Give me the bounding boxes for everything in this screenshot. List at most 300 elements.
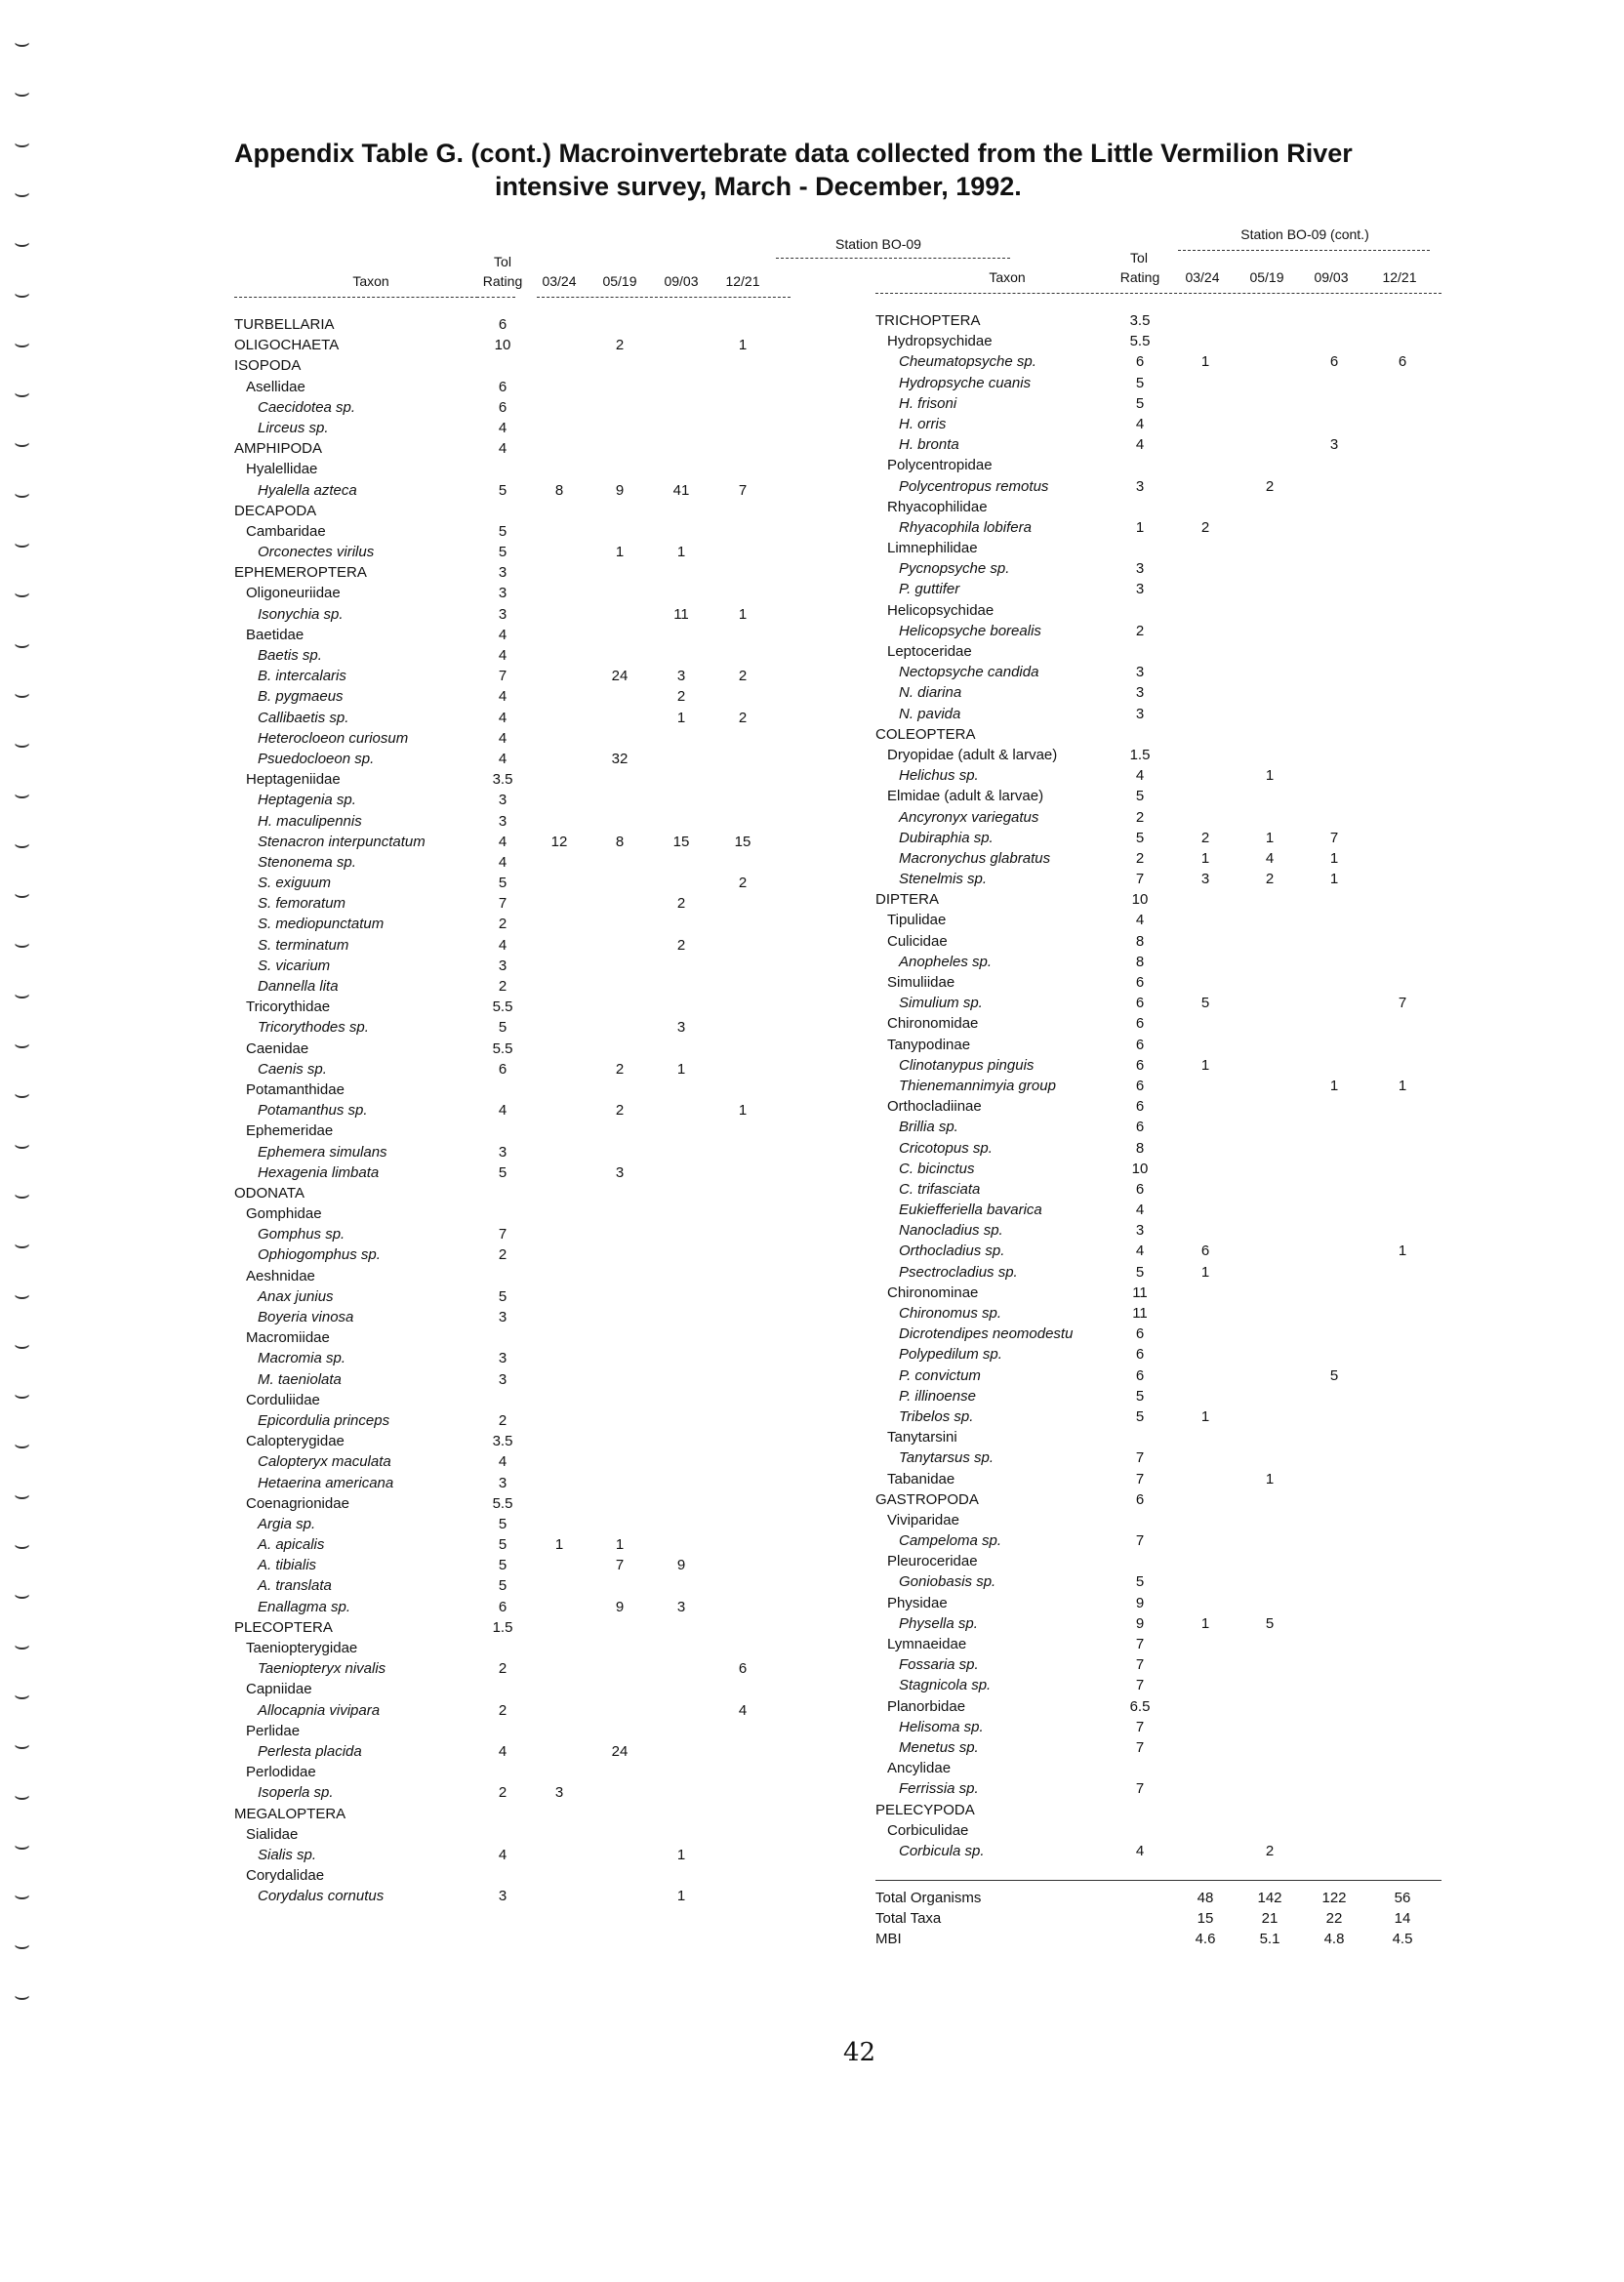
tol-rating-cell: 4 [498,419,508,436]
right-table-body [875,310,1441,1861]
taxon-cell: Thienemannimyia group [899,1077,1056,1094]
tol-rating-cell: 3 [1135,684,1145,702]
taxon-cell: Tipulidae [887,912,947,929]
tol-rating-cell: 6 [1135,1119,1145,1136]
count-cell: 1 [738,1102,748,1120]
count-cell: 1 [1329,1077,1339,1094]
taxon-cell: Culicidae [887,932,948,950]
count-cell: 1 [615,544,625,561]
tol-rating-cell: 5 [498,1557,508,1574]
table-row [234,501,791,521]
tol-rating-cell: 7 [498,1226,508,1243]
table-row [875,434,1441,455]
binder-mark: ⌣ [14,1529,31,1559]
taxon-cell: Lirceus sp. [258,419,329,436]
table-row [875,1406,1441,1427]
binder-mark: ⌣ [14,277,31,307]
count-cell: 6 [738,1660,748,1678]
taxon-cell: Ophiogomphus sp. [258,1246,381,1264]
table-row [234,1534,791,1555]
table-row [875,1220,1441,1241]
table-row [234,914,791,934]
table-row [234,1473,791,1493]
taxon-cell: Macromia sp. [258,1350,346,1367]
tol-rating-cell: 2 [498,1660,508,1678]
header-date-4: 12/21 [725,273,760,289]
taxon-cell: B. intercalaris [258,668,346,685]
taxon-cell: Viviparidae [887,1511,959,1528]
taxon-cell: Clinotanypus pinguis [899,1056,1035,1074]
tol-rating-cell: 6 [1135,995,1145,1012]
tol-rating-cell: 4 [498,833,508,850]
taxon-cell: Physidae [887,1594,948,1611]
table-row [875,1737,1441,1758]
table-row [875,1489,1441,1510]
tol-rating-cell: 5 [498,1536,508,1554]
taxon-cell: ISOPODA [234,357,302,375]
taxon-cell: A. translata [258,1577,332,1595]
header-date-1: 03/24 [542,273,577,289]
tol-rating-cell: 5 [498,875,508,892]
taxon-cell: Anax junius [258,1287,334,1305]
taxon-cell: Potamanthus sp. [258,1102,368,1120]
table-row [234,1721,791,1741]
tol-rating-cell: 3 [498,1888,508,1905]
taxon-cell: Capniidae [246,1681,312,1698]
tol-rating-cell: 5 [498,1019,508,1037]
taxon-cell: Dryopidae (adult & larvae) [887,746,1058,763]
tol-rating-cell: 3 [1135,664,1145,681]
table-row [875,869,1441,889]
tol-rating-cell: 7 [1135,1677,1145,1694]
count-cell: 1 [1329,871,1339,888]
table-row [234,997,791,1017]
taxon-cell: Macromiidae [246,1329,330,1347]
taxon-cell: C. trifasciata [899,1180,981,1198]
table-row [234,645,791,666]
binder-mark: ⌣ [14,878,31,909]
table-row [234,1142,791,1162]
taxon-cell: Nanocladius sp. [899,1222,1003,1240]
count-cell: 9 [676,1557,686,1574]
table-row [234,1369,791,1390]
taxon-cell: Ephemera simulans [258,1143,387,1161]
count-cell: 1 [1200,353,1210,371]
taxon-cell: PLECOPTERA [234,1618,333,1636]
taxon-cell: Argia sp. [258,1515,316,1532]
count-cell: 2 [738,668,748,685]
tol-rating-cell: 6 [498,378,508,395]
binder-mark: ⌣ [14,528,31,557]
table-row [234,1039,791,1059]
taxon-cell: P. illinoense [899,1387,976,1405]
taxon-cell: Boyeria vinosa [258,1309,354,1325]
tol-rating-cell: 6 [1135,1015,1145,1033]
count-cell: 15 [672,833,690,850]
taxon-cell: Corydalus cornutus [258,1888,385,1905]
taxon-cell: TURBELLARIA [234,316,335,333]
table-row [234,355,791,376]
station-rule-cont [1178,250,1430,251]
tol-rating-cell: 4 [498,709,508,726]
taxon-cell: Nectopsyche candida [899,664,1039,681]
taxon-cell: Isoperla sp. [258,1784,334,1802]
taxon-cell: S. terminatum [258,936,349,954]
table-row [234,1617,791,1638]
tol-rating-cell: 4 [498,1102,508,1120]
tol-rating-cell: 8 [1135,932,1145,950]
table-row [234,749,791,769]
table-row [875,993,1441,1013]
table-row [234,1183,791,1203]
count-cell: 2 [738,875,748,892]
count-cell: 4.5 [1392,1931,1413,1948]
header-date-3: 09/03 [664,273,699,289]
taxon-cell: Tabanidae [887,1470,955,1487]
taxon-cell: Hetaerina americana [258,1474,394,1491]
taxon-cell: Sialis sp. [258,1846,317,1863]
taxon-cell: AMPHIPODA [234,440,323,458]
tol-rating-cell: 7 [1135,1656,1145,1674]
count-cell: 22 [1325,1910,1343,1928]
binder-mark: ⌣ [14,1779,31,1810]
tol-rating-cell: 4 [498,626,508,643]
table-row [234,1762,791,1782]
table-row [234,1575,791,1596]
binder-mark: ⌣ [14,1730,31,1760]
table-row [875,1469,1441,1489]
count-cell: 1 [1265,767,1275,785]
count-cell: 1 [676,544,686,561]
table-row [234,1431,791,1451]
tol-rating-cell: 3 [1135,477,1145,495]
table-row [875,1055,1441,1076]
taxon-cell: Tanytarsus sp. [899,1449,994,1467]
taxon-cell: A. tibialis [258,1557,317,1574]
tol-rating-cell: 10 [1131,891,1149,909]
tol-rating-cell: 5 [1135,394,1145,412]
table-row [234,1658,791,1679]
count-cell: 4.6 [1195,1931,1216,1948]
table-row [875,828,1441,848]
tol-rating-cell: 11 [1132,1305,1148,1322]
table-row [875,1717,1441,1737]
tol-rating-cell: 4 [498,1846,508,1863]
table-row [234,1266,791,1286]
binder-mark: ⌣ [14,127,31,157]
count-cell: 1 [1200,849,1210,867]
table-row [234,1865,791,1886]
taxon-cell: Polycentropidae [887,457,993,474]
count-cell: 3 [1329,436,1339,454]
tol-rating-cell: 6 [1135,1346,1145,1364]
table-row [875,393,1441,414]
taxon-cell: Ephemeridae [246,1122,334,1140]
taxon-cell: C. bicinctus [899,1160,975,1177]
table-row [234,1741,791,1762]
station-header-cont: Station BO-09 (cont.) [1240,226,1369,242]
taxon-cell: Hexagenia limbata [258,1163,380,1181]
binder-mark: ⌣ [14,828,31,858]
taxon-cell: Chironomus sp. [899,1305,1002,1322]
taxon-cell: S. exiguum [258,875,332,892]
taxon-cell: Campeloma sp. [899,1532,1002,1550]
table-row [234,1886,791,1906]
taxon-cell: Taeniopteryx nivalis [258,1660,386,1678]
taxon-cell: Helisoma sp. [899,1718,984,1735]
binder-mark: ⌣ [14,578,31,608]
count-cell: 2 [738,709,748,726]
tol-rating-cell: 6 [1135,1098,1145,1116]
taxon-cell: Aeshnidae [246,1267,315,1284]
taxon-cell: Dannella lita [258,978,339,995]
count-cell: 2 [1200,518,1210,536]
table-row [875,1929,1441,1949]
count-cell: 15 [734,833,751,850]
count-cell: 2 [1265,477,1275,495]
table-row [234,397,791,418]
table-row [234,666,791,686]
count-cell: 1 [676,1888,686,1905]
left-table-header [234,226,921,305]
table-row [875,476,1441,497]
tol-rating-cell: 10 [1131,1160,1149,1177]
taxon-cell: Ancylidae [887,1760,952,1777]
count-cell: 24 [611,1742,629,1760]
table-row [234,1493,791,1514]
taxon-cell: Perlidae [246,1722,301,1739]
binder-mark: ⌣ [14,1079,31,1109]
table-row [875,1096,1441,1117]
tol-rating-cell: 5 [1135,1387,1145,1405]
table-row [234,625,791,645]
title-line-2: intensive survey, March - December, 1992. [495,172,1022,201]
tol-rating-cell: 3 [1135,1222,1145,1240]
tol-rating-cell: 9 [1135,1594,1145,1611]
tol-rating-cell: 5 [1135,1263,1145,1281]
tol-rating-cell: 4 [498,936,508,954]
tol-rating-cell: 6 [1135,1180,1145,1198]
table-row [875,745,1441,765]
taxon-cell: Stenelmis sp. [899,871,988,888]
tol-rating-cell: 6 [1135,1366,1145,1384]
binder-mark: ⌣ [14,1178,31,1208]
tol-rating-cell: 2 [498,1784,508,1802]
table-row [234,893,791,914]
tol-rating-cell: 4 [1135,415,1145,432]
table-row [875,807,1441,828]
table-row [234,418,791,438]
count-cell: 4.8 [1323,1931,1345,1948]
table-row [875,414,1441,434]
count-cell: 1 [1200,1263,1210,1281]
table-row [234,480,791,501]
taxon-cell: A. apicalis [258,1536,325,1554]
tol-rating-cell: 2 [498,916,508,933]
taxon-cell: TRICHOPTERA [875,312,981,329]
tol-rating-cell: 4 [498,440,508,458]
table-row [234,562,791,583]
table-row [875,1427,1441,1447]
tol-rating-cell: 2 [498,978,508,995]
table-row [234,1555,791,1575]
table-row [875,455,1441,475]
table-row [234,1804,791,1824]
table-row [875,1179,1441,1200]
taxon-cell: Coenagrionidae [246,1494,349,1512]
table-row [875,1675,1441,1695]
binder-mark: ⌣ [14,1979,31,2010]
table-row [875,765,1441,786]
tol-rating-cell: 3 [498,812,508,830]
taxon-cell: Stagnicola sp. [899,1677,992,1694]
tol-rating-cell: 4 [498,688,508,706]
tol-rating-cell: 3.5 [492,1433,513,1450]
tol-rating-cell: 1 [1135,518,1145,536]
tol-rating-cell: 6 [1135,1036,1145,1053]
tol-rating-cell: 3 [498,564,508,582]
taxon-cell: DIPTERA [875,891,940,909]
count-cell: 48 [1197,1890,1214,1906]
taxon-cell: Heptagenia sp. [258,792,356,809]
count-cell: 3 [676,1019,686,1037]
tol-rating-cell: 3 [498,1370,508,1388]
taxon-cell: Caenidae [246,1039,309,1057]
taxon-cell: Rhyacophilidae [887,498,988,515]
taxon-cell: PELECYPODA [875,1801,975,1818]
taxon-cell: Helicopsyche borealis [899,622,1041,639]
tol-rating-cell: 4 [1135,767,1145,785]
table-row [234,1327,791,1348]
count-cell: 6 [1329,353,1339,371]
table-row [234,811,791,832]
binder-mark: ⌣ [14,1829,31,1859]
count-cell: 3 [615,1163,625,1181]
taxon-cell: Cambaridae [246,522,326,540]
page-number: 42 [843,2038,876,2067]
table-row [875,1530,1441,1551]
taxon-cell: Psectrocladius sp. [899,1263,1018,1281]
taxon-cell: Allocapnia vivipara [258,1701,381,1719]
taxon-cell: EPHEMEROPTERA [234,564,367,582]
taxon-cell: Helichus sp. [899,767,979,785]
table-row [234,1514,791,1534]
tol-rating-cell: 5 [498,522,508,540]
tol-rating-cell: 3 [498,585,508,602]
header-rating: Rating [482,273,523,289]
table-row [875,1613,1441,1634]
taxon-cell: Eukiefferiella bavarica [899,1202,1042,1219]
tol-rating-cell: 2 [498,1701,508,1719]
taxon-cell: Corbicula sp. [899,1842,985,1859]
taxon-cell: GASTROPODA [875,1490,979,1508]
header-tol: Tol [494,254,511,269]
taxon-cell: B. pygmaeus [258,688,344,706]
taxon-cell: Elmidae (adult & larvae) [887,788,1044,805]
table-row [875,331,1441,351]
tol-rating-cell: 6 [1135,1490,1145,1508]
table-row [875,1365,1441,1386]
table-row [234,1410,791,1431]
header-date-2: 05/19 [1249,269,1284,285]
tol-rating-cell: 3 [498,957,508,974]
binder-mark: ⌣ [14,1479,31,1509]
tol-rating-cell: 7 [1135,1470,1145,1487]
count-cell: 1 [738,605,748,623]
table-row [875,1324,1441,1344]
tol-rating-cell: 6.5 [1129,1697,1151,1715]
tol-rating-cell: 1.5 [492,1618,513,1636]
totals-block [875,1888,1441,1950]
binder-mark: ⌣ [14,1328,31,1359]
tol-rating-cell: 9 [1135,1614,1145,1632]
binder-mark: ⌣ [14,477,31,508]
table-row [875,972,1441,993]
tol-rating-cell: 6 [1135,1325,1145,1343]
count-cell: 56 [1394,1890,1411,1906]
taxon-cell: S. mediopunctatum [258,916,385,933]
tol-rating-cell: 7 [1135,1718,1145,1735]
table-row [875,579,1441,599]
table-row [234,1017,791,1038]
table-row [875,1888,1441,1908]
right-table [875,223,1441,1979]
table-row [875,1908,1441,1929]
tol-rating-cell: 2 [1135,622,1145,639]
header-rule [875,293,1441,294]
binder-mark: ⌣ [14,227,31,258]
table-row [234,1162,791,1183]
tol-rating-cell: 3.5 [492,771,513,789]
binder-mark: ⌣ [14,177,31,207]
binder-mark: ⌣ [14,728,31,758]
count-cell: 3 [676,1598,686,1615]
table-row [875,1758,1441,1778]
station-header: Station BO-09 [835,236,921,252]
count-cell: 2 [676,936,686,954]
tol-rating-cell: 4 [1135,436,1145,454]
taxon-cell: Total Organisms [875,1890,982,1906]
count-cell: 7 [615,1557,625,1574]
binder-mark: ⌣ [14,1579,31,1610]
table-row [234,769,791,790]
table-row [234,728,791,749]
binder-mark: ⌣ [14,1128,31,1159]
table-row [234,873,791,893]
taxon-cell: Tricorythodes sp. [258,1019,369,1037]
table-row [234,335,791,355]
header-rule [234,297,478,298]
table-row [875,621,1441,641]
taxon-cell: P. convictum [899,1366,981,1384]
table-row [234,1121,791,1141]
taxon-cell: Heterocloeon curiosum [258,729,409,747]
tol-rating-cell: 4 [1135,1842,1145,1859]
table-row [875,952,1441,972]
tol-rating-cell: 4 [498,729,508,747]
taxon-cell: Tanypodinae [887,1036,971,1053]
header-date-3: 09/03 [1314,269,1349,285]
tol-rating-cell: 4 [498,1453,508,1471]
taxon-cell: Hyalellidae [246,461,318,478]
taxon-cell: Gomphidae [246,1205,322,1223]
taxon-cell: Enallagma sp. [258,1598,351,1615]
table-row [234,583,791,603]
table-row [234,1286,791,1307]
taxon-cell: Calopteryx maculata [258,1453,391,1471]
count-cell: 32 [611,750,629,767]
header-rule-3 [537,297,791,298]
